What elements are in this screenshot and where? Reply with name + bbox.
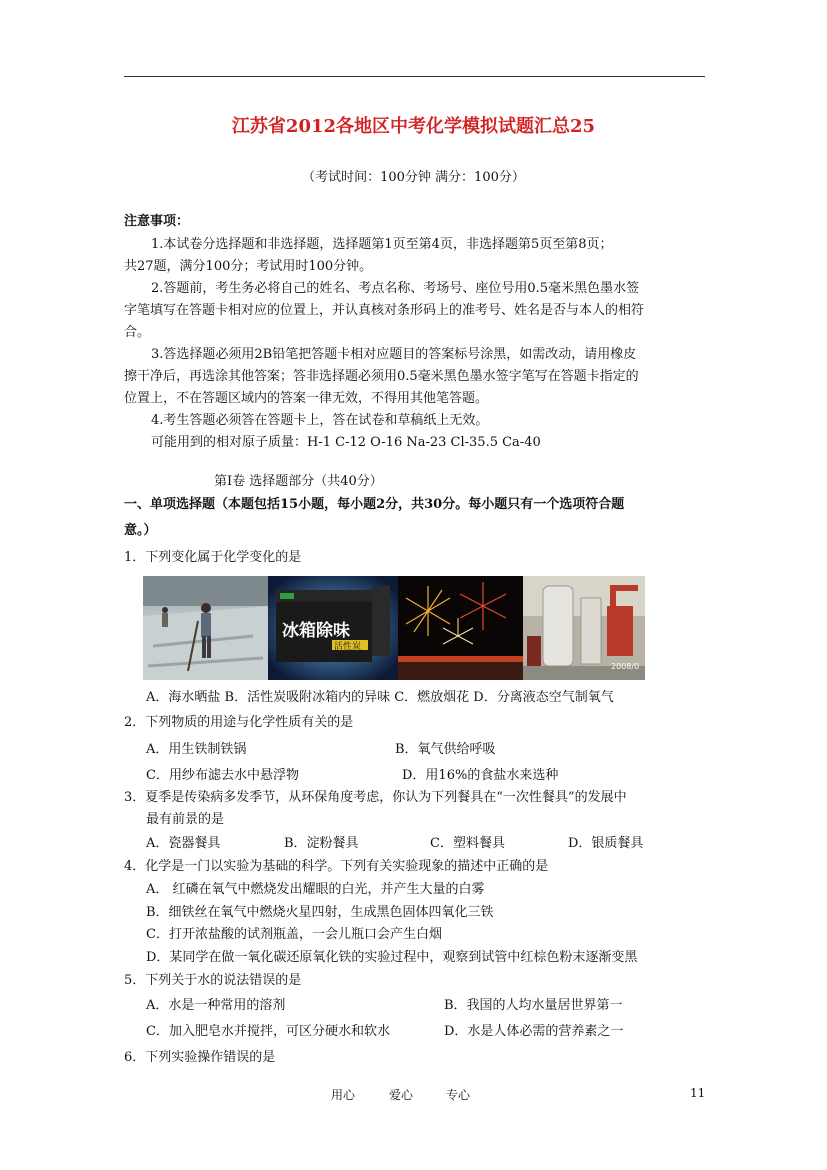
notes-heading: 注意事项：: [124, 214, 190, 229]
product-name: 冰箱除味: [282, 621, 350, 641]
notes-line: 1.本试卷分选择题和非选择题，选择题第1页至第4页，非选择题第5页至第8页；: [151, 237, 613, 252]
footer-motto-3: 专心: [446, 1088, 471, 1102]
question-2-option-c: C．用纱布滤去水中悬浮物: [146, 768, 299, 783]
question-1-stem: 1．下列变化属于化学变化的是: [124, 550, 302, 565]
fireworks-photo: [398, 576, 523, 680]
part-heading: 一、单项选择题（本题包括15小题，每小题2分，共30分。每小题只有一个选项符合题: [124, 497, 625, 512]
notes-line: 3.答选择题必须用2B铅笔把答题卡相对应题目的答案标号涂黑，如需改动，请用橡皮: [151, 347, 637, 362]
notes-line: 位置上，不在答题区域内的答案一律无效，不得用其他笔答题。: [124, 391, 489, 406]
page-number: 11: [690, 1086, 706, 1100]
question-5-stem: 5．下列关于水的说法错误的是: [124, 973, 302, 988]
question-5-option-d: D．水是人体必需的营养素之一: [444, 1024, 624, 1039]
question-4-option-b: B．细铁丝在氧气中燃烧火星四射，生成黑色固体四氧化三铁: [146, 905, 494, 920]
question-2-option-d: D．用16%的食盐水来选种: [402, 768, 559, 783]
question-3-stem: 3．夏季是传染病多发季节，从环保角度考虑，你认为下列餐具在“一次性餐具”的发展中: [124, 790, 627, 805]
exam-info: （考试时间：100分钟 满分：100分）: [302, 170, 525, 185]
question-3-stem-cont: 最有前景的是: [146, 812, 225, 827]
deodorizer-box-photo: [268, 576, 398, 680]
question-6-stem: 6．下列实验操作错误的是: [124, 1050, 276, 1065]
question-4-stem: 4．化学是一门以实验为基础的科学。下列有关实验现象的描述中正确的是: [124, 859, 549, 874]
footer-motto-2: 爱心: [389, 1088, 414, 1102]
question-5-option-a: A．水是一种常用的溶剂: [146, 998, 286, 1013]
photo-date-stamp: 2008/0: [611, 662, 640, 671]
air-separation-photo: [523, 576, 645, 680]
question-5-option-b: B．我国的人均水量居世界第一: [444, 998, 623, 1013]
salt-pan-photo: [143, 576, 268, 680]
question-4-option-a: A． 红磷在氧气中燃烧发出耀眼的白光，并产生大量的白雾: [146, 882, 485, 897]
part-heading-cont: 意。）: [124, 523, 157, 538]
notes-line: 共27题，满分100分；考试用时100分钟。: [124, 259, 373, 274]
question-4-option-d: D．某同学在做一氧化碳还原氧化铁的实验过程中，观察到试管中红棕色粉末逐渐变黑: [146, 950, 638, 965]
notes-line: 合。: [124, 325, 151, 340]
notes-line: 2.答题前，考生务必将自己的姓名、考点名称、考场号、座位号用0.5毫米黑色墨水签: [151, 281, 640, 296]
notes-line: 4.考生答题必须答在答题卡上，答在试卷和草稿纸上无效。: [151, 413, 489, 428]
atomic-masses: 可能用到的相对原子质量：H-1 C-12 O-16 Na-23 Cl-35.5 Ca-40: [151, 435, 541, 450]
question-3-option-b: B．淀粉餐具: [284, 836, 359, 851]
notes-line: 字笔填写在答题卡相对应的位置上，并认真核对条形码上的准考号、姓名是否与本人的相符: [124, 303, 645, 318]
product-sub: 活性炭: [334, 642, 362, 652]
footer-motto-1: 用心: [331, 1088, 356, 1102]
question-2-option-a: A．用生铁制铁锅: [146, 742, 247, 757]
question-2-option-b: B．氧气供给呼吸: [395, 742, 496, 757]
question-3-option-a: A．瓷器餐具: [146, 836, 221, 851]
question-3-option-d: D．银质餐具: [568, 836, 644, 851]
header-rule: [124, 76, 705, 77]
notes-line: 擦干净后，再选涂其他答案；答非选择题必须用0.5毫米黑色墨水签字笔写在答题卡指定的: [124, 369, 639, 384]
question-5-option-c: C．加入肥皂水并搅拌，可区分硬水和软水: [146, 1024, 390, 1039]
question-3-option-c: C．塑料餐具: [430, 836, 505, 851]
section-label: 第Ⅰ卷 选择题部分（共40分）: [214, 474, 383, 489]
question-1-options: A．海水晒盐 B．活性炭吸附冰箱内的异味 C．燃放烟花 D．分离液态空气制氧气: [146, 690, 614, 705]
question-2-stem: 2．下列物质的用途与化学性质有关的是: [124, 715, 354, 730]
document-title: 江苏省2012各地区中考化学模拟试题汇总25: [231, 116, 596, 137]
question-4-option-c: C．打开浓盐酸的试剂瓶盖，一会儿瓶口会产生白烟: [146, 927, 442, 942]
